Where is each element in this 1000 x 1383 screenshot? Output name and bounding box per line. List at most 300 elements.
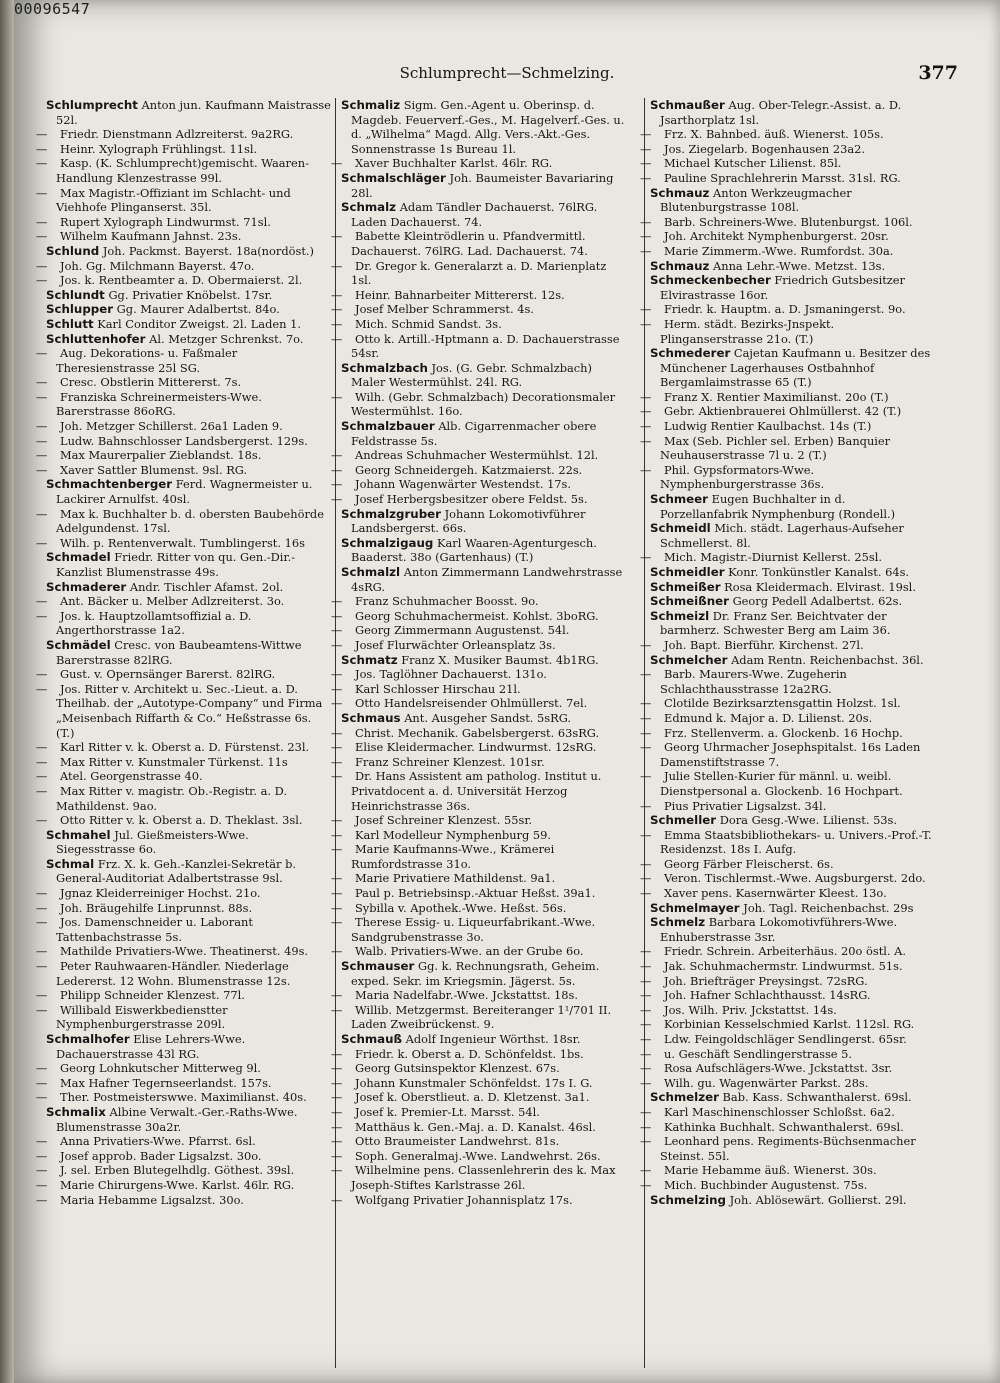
entry-surname: Schmalzigaug	[341, 535, 434, 550]
repeat-dash: —	[36, 141, 48, 156]
repeat-dash: —	[36, 346, 48, 361]
repeat-dash: —	[640, 959, 652, 974]
directory-entry	[640, 667, 935, 696]
entry-details: Clotilde Bezirksarztensgattin Holzst. 1sl.	[664, 696, 901, 711]
entry-details: Julie Stellen-Kurier für männl. u. weibl. Dienstpersonal a. Glockenb. 16 Hochpart.	[660, 769, 903, 798]
directory-entry	[36, 156, 331, 185]
entry-details: Eugen Buchhalter in d. Porzellanfabrik Nymphenburg (Rondell.)	[660, 492, 896, 521]
repeat-dash: —	[36, 433, 48, 448]
repeat-dash: —	[36, 156, 48, 171]
directory-entry	[331, 988, 626, 1003]
entry-details: Jgnaz Kleiderreiniger Hochst. 21o.	[60, 886, 261, 901]
directory-entry	[650, 98, 935, 127]
directory-entry	[36, 141, 331, 157]
directory-entry	[341, 200, 626, 229]
directory-entry	[640, 141, 935, 157]
directory-entry	[341, 653, 626, 668]
entry-details: Maria Nadelfabr.-Wwe. Jckstattst. 18s.	[355, 988, 579, 1003]
repeat-dash: —	[640, 243, 652, 258]
entry-details: Cajetan Kaufmann u. Besitzer des Münchener Lagerhauses Ostbahnhof Bergamlaimstrasse 65 (T.)	[660, 346, 931, 390]
entry-surname: Schmeller	[650, 813, 717, 828]
entry-details: Frz. X. k. Geh.-Kanzlei-Sekretär b. General-Auditoriat Adalbertstrasse 9sl.	[56, 856, 297, 886]
directory-entry	[640, 637, 935, 653]
directory-entry	[331, 1090, 626, 1105]
entry-details: Edmund k. Major a. D. Lilienst. 20s.	[664, 710, 873, 725]
repeat-dash: —	[36, 1163, 48, 1178]
repeat-dash: —	[331, 608, 343, 623]
entry-surname: Schmädel	[46, 637, 111, 652]
repeat-dash: —	[640, 696, 652, 711]
repeat-dash: —	[36, 681, 48, 696]
repeat-dash: —	[36, 667, 48, 682]
entry-details: Otto k. Artill.-Hptmann a. D. Dachauerstrasse 54sr.	[351, 331, 620, 361]
entry-surname: Schmeizl	[650, 608, 710, 623]
directory-entry	[331, 1002, 626, 1032]
entry-details: Cresc. Obstlerin Mittererst. 7s.	[60, 375, 242, 390]
directory-entry	[36, 1148, 331, 1164]
entry-surname: Schlund	[46, 243, 100, 258]
directory-entry	[36, 594, 331, 609]
directory-entry	[36, 1090, 331, 1105]
directory-entry	[46, 1032, 331, 1061]
repeat-dash: —	[640, 710, 652, 725]
directory-entry	[331, 886, 626, 901]
entry-details: Anna Privatiers-Wwe. Pfarrst. 6sl.	[60, 1134, 256, 1149]
repeat-dash: —	[331, 1134, 343, 1149]
directory-entry	[650, 915, 935, 944]
repeat-dash: —	[331, 156, 343, 171]
column-2	[331, 98, 626, 1373]
entry-details: Adam Tändler Dachauerst. 76lRG. Laden Dachauerst. 74.	[351, 200, 598, 229]
entry-details: Phil. Gypsformators-Wwe. Nymphenburgerstrasse 36s.	[660, 462, 825, 492]
directory-entry	[331, 667, 626, 682]
directory-entry	[331, 827, 626, 843]
repeat-dash: —	[640, 973, 652, 988]
directory-entry	[36, 915, 331, 944]
repeat-dash: —	[331, 886, 343, 901]
repeat-dash: —	[640, 1163, 652, 1178]
entry-details: Jos. Damenschneider u. Laborant Tattenbachstrasse 5s.	[56, 915, 253, 944]
directory-entry	[650, 594, 935, 609]
repeat-dash: —	[36, 769, 48, 784]
directory-entry	[650, 813, 935, 828]
directory-entry	[650, 521, 935, 550]
directory-entry	[331, 477, 626, 492]
entry-surname: Schmachtenberger	[46, 477, 173, 492]
repeat-dash: —	[331, 637, 343, 652]
directory-entry	[341, 419, 626, 448]
directory-entry	[640, 419, 935, 434]
directory-entry	[640, 170, 935, 186]
directory-entry	[640, 740, 935, 769]
repeat-dash: —	[331, 448, 343, 463]
repeat-dash: —	[640, 886, 652, 901]
entry-surname: Schmalzl	[341, 565, 401, 579]
entry-details: Pauline Sprachlehrerin Marsst. 31sl. RG.	[664, 170, 901, 185]
directory-entry	[640, 696, 935, 711]
repeat-dash: —	[36, 273, 48, 288]
entry-details: Barb. Maurers-Wwe. Zugeherin Schlachthausstrasse 12a2RG.	[660, 667, 847, 696]
entry-details: Mich. Magistr.-Diurnist Kellerst. 25sl.	[664, 550, 883, 565]
entry-details: Gebr. Aktienbrauerei Ohlmüllerst. 42 (T.)	[664, 404, 902, 419]
repeat-dash: —	[331, 681, 343, 696]
repeat-dash: —	[36, 608, 48, 623]
directory-entry	[640, 827, 935, 857]
directory-entry	[640, 1046, 935, 1062]
entry-details: Sybilla v. Apothek.-Wwe. Heßst. 56s.	[355, 900, 567, 915]
entry-details: Josef k. Premier-Lt. Marsst. 54l.	[355, 1104, 540, 1119]
directory-entry	[36, 959, 331, 988]
entry-details: Max k. Buchhalter b. d. obersten Baubehörde Adelgundenst. 17sl.	[56, 506, 324, 536]
repeat-dash: —	[36, 185, 48, 200]
directory-entry	[640, 725, 935, 741]
entry-details: Ant. Bäcker u. Melber Adlzreiterst. 3o.	[60, 594, 285, 609]
entry-details: Johann Wagenwärter Westendst. 17s.	[355, 477, 572, 492]
entry-details: Mathilde Privatiers-Wwe. Theatinerst. 49s.	[60, 944, 309, 959]
repeat-dash: —	[640, 856, 652, 871]
directory-entry	[36, 1163, 331, 1178]
directory-entry	[640, 302, 935, 317]
entry-details: Franz X. Rentier Maximilianst. 20o (T.)	[664, 389, 889, 404]
directory-entry	[36, 1061, 331, 1076]
entry-details: Walb. Privatiers-Wwe. an der Grube 6o.	[355, 944, 584, 959]
repeat-dash: —	[36, 1061, 48, 1076]
directory-entry	[36, 754, 331, 770]
repeat-dash: —	[640, 988, 652, 1003]
entry-surname: Schmalzbauer	[341, 419, 435, 434]
repeat-dash: —	[640, 433, 652, 448]
entry-details: Jak. Schuhmachermstr. Lindwurmst. 51s.	[664, 959, 903, 974]
repeat-dash: —	[36, 1090, 48, 1105]
directory-entry	[331, 769, 626, 813]
directory-entry	[331, 608, 626, 624]
directory-entry	[36, 1177, 331, 1193]
entry-details: Friedr. Ritter von qu. Gen.-Dir.-Kanzlist Blumenstrasse 49s.	[56, 550, 296, 579]
entry-details: Matthäus k. Gen.-Maj. a. D. Kanalst. 46sl.	[355, 1119, 596, 1134]
column-1	[36, 98, 331, 1373]
repeat-dash: —	[640, 214, 652, 229]
repeat-dash: —	[331, 667, 343, 682]
repeat-dash: —	[36, 740, 48, 755]
entry-details: Max Ritter v. Kunstmaler Türkenst. 11s	[60, 754, 288, 769]
entry-details: Heinr. Xylograph Frühlingst. 11sl.	[60, 141, 258, 156]
directory-entry	[640, 433, 935, 463]
repeat-dash: —	[640, 740, 652, 755]
directory-entry	[331, 915, 626, 944]
entry-details: Xaver pens. Kasernwärter Kleest. 13o.	[664, 886, 887, 901]
directory-entry	[640, 856, 935, 872]
repeat-dash: —	[331, 389, 343, 404]
directory-entry	[331, 725, 626, 741]
directory-entry	[331, 448, 626, 463]
repeat-dash: —	[640, 667, 652, 682]
repeat-dash: —	[331, 302, 343, 317]
repeat-dash: —	[331, 1163, 343, 1178]
directory-entry	[36, 214, 331, 230]
entry-details: Willib. Metzgermst. Bereiteranger 1¹/701 II. Laden Zweibrückenst. 9.	[351, 1002, 612, 1032]
entry-details: Joh. Packmst. Bayerst. 18a(nordöst.)	[102, 243, 314, 258]
entry-details: Dr. Gregor k. Generalarzt a. D. Marienplatz 1sl.	[351, 258, 607, 288]
entry-details: Max Hafner Tegernseerlandst. 157s.	[60, 1075, 272, 1090]
repeat-dash: —	[331, 1002, 343, 1017]
directory-entry	[36, 258, 331, 274]
directory-entry	[640, 871, 935, 886]
repeat-dash: —	[640, 944, 652, 959]
directory-entry	[36, 944, 331, 959]
repeat-dash: —	[36, 1148, 48, 1163]
directory-entry	[36, 1002, 331, 1032]
entry-details: Joh. Tagl. Reichenbachst. 29s	[743, 900, 914, 915]
directory-entry	[331, 1104, 626, 1120]
entry-details: Frz. Stellenverm. a. Glockenb. 16 Hochp.	[664, 725, 903, 740]
entry-details: Wilhelm Kaufmann Jahnst. 23s.	[60, 229, 242, 244]
entry-details: Karl Maschinenschlosser Schloßst. 6a2.	[664, 1104, 895, 1119]
entry-details: Atel. Georgenstrasse 40.	[60, 769, 203, 784]
repeat-dash: —	[331, 331, 343, 346]
entry-surname: Schlumprecht	[46, 98, 138, 112]
directory-entry	[650, 492, 935, 521]
directory-entry	[341, 171, 626, 200]
directory-entry	[36, 740, 331, 755]
directory-entry	[46, 288, 331, 303]
repeat-dash: —	[640, 1046, 652, 1061]
directory-entry	[331, 1061, 626, 1076]
directory-entry	[650, 1193, 935, 1208]
directory-entry	[640, 959, 935, 974]
repeat-dash: —	[36, 448, 48, 463]
entry-details: Franz X. Musiker Baumst. 4b1RG.	[401, 652, 599, 667]
entry-surname: Schlutt	[46, 316, 94, 331]
directory-entry	[331, 331, 626, 361]
entry-surname: Schmelcher	[650, 652, 728, 667]
entry-details: Joh. Gg. Milchmann Bayerst. 47o.	[60, 258, 255, 273]
repeat-dash: —	[331, 1148, 343, 1163]
directory-entry	[640, 550, 935, 565]
repeat-dash: —	[640, 389, 652, 404]
repeat-dash: —	[640, 1017, 652, 1032]
directory-entry	[650, 346, 935, 390]
repeat-dash: —	[331, 462, 343, 477]
entry-details: Friedr. Schrein. Arbeiterhäus. 20o östl. A.	[664, 944, 907, 959]
entry-details: Josef Flurwächter Orleansplatz 3s.	[355, 637, 556, 652]
entry-details: Ant. Ausgeher Sandst. 5sRG.	[404, 710, 572, 725]
repeat-dash: —	[640, 1002, 652, 1017]
repeat-dash: —	[36, 462, 48, 477]
directory-entry	[36, 1192, 331, 1208]
entry-details: Barbara Lokomotivführers-Wwe. Enhuberstrasse 3sr.	[660, 915, 898, 944]
directory-entry	[640, 1002, 935, 1018]
repeat-dash: —	[640, 229, 652, 244]
repeat-dash: —	[36, 988, 48, 1003]
entry-details: Gg. k. Rechnungsrath, Geheim. exped. Sekr. im Kriegsmin. Jägerst. 5s.	[351, 959, 600, 988]
directory-entry	[46, 332, 331, 347]
directory-entry	[46, 857, 331, 886]
entry-surname: Schmaderer	[46, 579, 127, 594]
directory-entry	[650, 901, 935, 916]
directory-entry	[36, 185, 331, 215]
entry-details: Christ. Mechanik. Gabelsbergerst. 63sRG.	[355, 725, 600, 740]
entry-surname: Schmelz	[650, 915, 706, 930]
entry-details: Josef Herbergsbesitzer obere Feldst. 5s.	[355, 492, 588, 507]
entry-details: Wilh. (Gebr. Schmalzbach) Decorationsmaler Westermühlst. 16o.	[351, 389, 616, 419]
directory-entry	[331, 813, 626, 828]
directory-entry	[36, 127, 331, 142]
repeat-dash: —	[36, 1002, 48, 1017]
entry-details: Jos. Ritter v. Architekt u. Sec.-Lieut. a. D. Theilhab. der „Autotype-Company“ und Firma „Meisenbach Riffarth & Co.“ Heßstrasse 6s. (T.)	[56, 681, 323, 740]
repeat-dash: —	[640, 1032, 652, 1046]
entry-details: Otto Ritter v. k. Oberst a. D. Theklast. 3sl.	[60, 813, 303, 828]
entry-details: J. sel. Erben Blutegelhdlg. Göthest. 39sl.	[60, 1163, 295, 1178]
entry-details: Ludw. Bahnschlosser Landsbergerst. 129s.	[60, 433, 308, 448]
entry-details: Marie Kaufmanns-Wwe., Krämerei Rumfordstrasse 31o.	[351, 842, 555, 871]
entry-details: Jos. Ziegelarb. Bogenhausen 23a2.	[664, 141, 866, 156]
entry-surname: Schmalz	[341, 200, 397, 215]
directory-entry	[650, 186, 935, 215]
entry-details: Josef approb. Bader Ligsalzst. 30o.	[60, 1148, 262, 1163]
directory-entry	[650, 609, 935, 638]
directory-entry	[331, 1119, 626, 1135]
entry-details: Gg. Privatier Knöbelst. 17sr.	[108, 287, 273, 302]
entry-details: Adam Rentn. Reichenbachst. 36l.	[731, 652, 924, 667]
entry-details: Wilh. p. Rentenverwalt. Tumblingerst. 16s	[60, 535, 305, 550]
repeat-dash: —	[36, 214, 48, 229]
entry-details: u. Geschäft Sendlingerstrasse 5.	[664, 1046, 853, 1061]
directory-entry	[46, 477, 331, 506]
entry-details: Joh. Ablösewärt. Gollierst. 29l.	[729, 1192, 907, 1207]
repeat-dash: —	[331, 725, 343, 740]
directory-entry	[331, 623, 626, 638]
entry-details: Kasp. (K. Schlumprecht)gemischt. Waaren-Handlung Klenzestrasse 99l.	[56, 156, 309, 185]
entry-details: Wilhelmine pens. Classenlehrerin des k. Max Joseph-Stiftes Karlstrasse 26l.	[351, 1163, 616, 1192]
entry-details: Gg. Maurer Adalbertst. 84o.	[116, 302, 280, 317]
repeat-dash: —	[331, 229, 343, 244]
directory-entry	[650, 653, 935, 668]
entry-surname: Schmauß	[341, 1032, 403, 1046]
repeat-dash: —	[331, 594, 343, 609]
entry-surname: Schmeer	[650, 492, 708, 507]
entry-surname: Schmeidl	[650, 521, 711, 536]
entry-details: Michael Kutscher Lilienst. 85l.	[664, 156, 842, 171]
directory-entry	[36, 681, 331, 740]
repeat-dash: —	[640, 462, 652, 477]
entry-details: Franz Schreiner Klenzest. 101sr.	[355, 754, 545, 769]
entry-details: Mich. städt. Lagerhaus-Aufseher Schmellerst. 8l.	[660, 521, 904, 550]
entry-surname: Schmeckenbecher	[650, 273, 771, 288]
directory-page	[14, 0, 1000, 1383]
entry-details: Aug. Dekorations- u. Faßmaler Theresienstrasse 25l SG.	[56, 346, 238, 375]
directory-entry	[331, 696, 626, 711]
directory-entry	[640, 710, 935, 726]
entry-details: Georg Uhrmacher Josephspitalst. 16s Laden Damenstiftstrasse 7.	[660, 740, 921, 769]
repeat-dash: —	[331, 623, 343, 638]
repeat-dash: —	[640, 1104, 652, 1119]
entry-details: Korbinian Kesselschmied Karlst. 112sl. RG.	[664, 1017, 915, 1032]
entry-details: Friedrich Gutsbesitzer Elvirastrasse 16or.	[660, 273, 905, 302]
entry-details: Al. Metzger Schrenkst. 7o.	[149, 331, 304, 346]
entry-details: Karl Ritter v. k. Oberst a. D. Fürstenst. 23l.	[60, 740, 310, 755]
directory-entry	[331, 389, 626, 419]
repeat-dash: —	[36, 127, 48, 142]
directory-entry	[46, 244, 331, 259]
entry-surname: Schlundt	[46, 287, 105, 302]
directory-entry	[36, 346, 331, 375]
entry-surname: Schmalschläger	[341, 170, 446, 185]
entry-surname: Schmeißer	[650, 579, 721, 594]
entry-details: Pius Privatier Ligsalzst. 34l.	[664, 798, 827, 813]
repeat-dash: —	[331, 988, 343, 1003]
entry-details: Max Maurerpalier Zieblandst. 18s.	[60, 448, 262, 463]
entry-details: Georg Schuhmachermeist. Kohlst. 3boRG.	[355, 608, 599, 623]
entry-details: Babette Kleintrödlerin u. Pfandvermittl. Dachauerst. 76lRG. Lad. Dachauerst. 74.	[351, 229, 588, 258]
repeat-dash: —	[36, 535, 48, 550]
entry-details: Xaver Buchhalter Karlst. 46lr. RG.	[355, 156, 553, 171]
repeat-dash: —	[331, 1075, 343, 1090]
entry-details: Frz. X. Bahnbed. äuß. Wienerst. 105s.	[664, 127, 884, 142]
entry-details: Joh. Baumeister Bavariaring 28l.	[351, 170, 614, 200]
directory-entry	[331, 754, 626, 770]
running-head: Schlumprecht—Schmelzing.	[399, 64, 615, 82]
entry-details: Gust. v. Opernsänger Barerst. 82lRG.	[60, 667, 276, 682]
repeat-dash: —	[640, 156, 652, 171]
repeat-dash: —	[640, 725, 652, 740]
entry-surname: Schmaußer	[650, 98, 725, 112]
entry-surname: Schmelmayer	[650, 900, 740, 915]
repeat-dash: —	[36, 389, 48, 404]
entry-details: Josef Schreiner Klenzest. 55sr.	[355, 813, 533, 828]
entry-details: Adolf Ingenieur Wörthst. 18sr.	[405, 1032, 581, 1046]
entry-details: Otto Braumeister Landwehrst. 81s.	[355, 1134, 560, 1149]
directory-entry	[46, 317, 331, 332]
entry-details: Ferd. Wagnermeister u. Lackirer Arnulfst. 40sl.	[56, 477, 313, 507]
directory-entry	[640, 1119, 935, 1135]
directory-entry	[640, 798, 935, 814]
directory-entry	[331, 287, 626, 303]
repeat-dash: —	[331, 842, 343, 857]
entry-details: Friedr. Dienstmann Adlzreiterst. 9a2RG.	[60, 127, 294, 142]
repeat-dash: —	[640, 637, 652, 652]
repeat-dash: —	[331, 813, 343, 828]
entry-details: Georg Färber Fleischerst. 6s.	[664, 856, 834, 871]
directory-entry	[331, 944, 626, 959]
entry-details: Anton Zimmermann Landwehrstrasse 4sRG.	[351, 565, 623, 594]
entry-details: Joh. Bapt. Bierführ. Kirchenst. 27l.	[664, 637, 864, 652]
directory-entry	[640, 988, 935, 1003]
entry-details: Jos. (G. Gebr. Schmalzbach) Maler Westermühlst. 24l. RG.	[351, 360, 592, 390]
directory-entry	[341, 711, 626, 726]
directory-entry	[36, 506, 331, 536]
entry-details: Anton Werkzeugmacher Blutenburgstrasse 108l.	[660, 185, 852, 215]
entry-surname: Schmeidler	[650, 565, 725, 579]
entry-details: Max Magistr.-Offiziant im Schlacht- und Viehhofe Plinganserst. 35l.	[56, 185, 291, 215]
repeat-dash: —	[640, 141, 652, 156]
entry-details: Andreas Schuhmacher Westermühlst. 12l.	[355, 448, 599, 463]
entry-surname: Schmalzgruber	[341, 506, 441, 521]
repeat-dash: —	[36, 1192, 48, 1207]
directory-entry	[331, 871, 626, 886]
directory-entry	[640, 316, 935, 346]
directory-entry	[650, 273, 935, 302]
repeat-dash: —	[331, 827, 343, 842]
directory-entry	[650, 1090, 935, 1105]
directory-entry	[36, 667, 331, 682]
directory-entry	[341, 959, 626, 988]
directory-entry	[36, 813, 331, 828]
entry-surname: Schmal	[46, 856, 95, 871]
directory-entry	[640, 1017, 935, 1032]
repeat-dash: —	[331, 871, 343, 886]
directory-entry	[36, 273, 331, 288]
entry-surname: Schmalix	[46, 1104, 106, 1119]
